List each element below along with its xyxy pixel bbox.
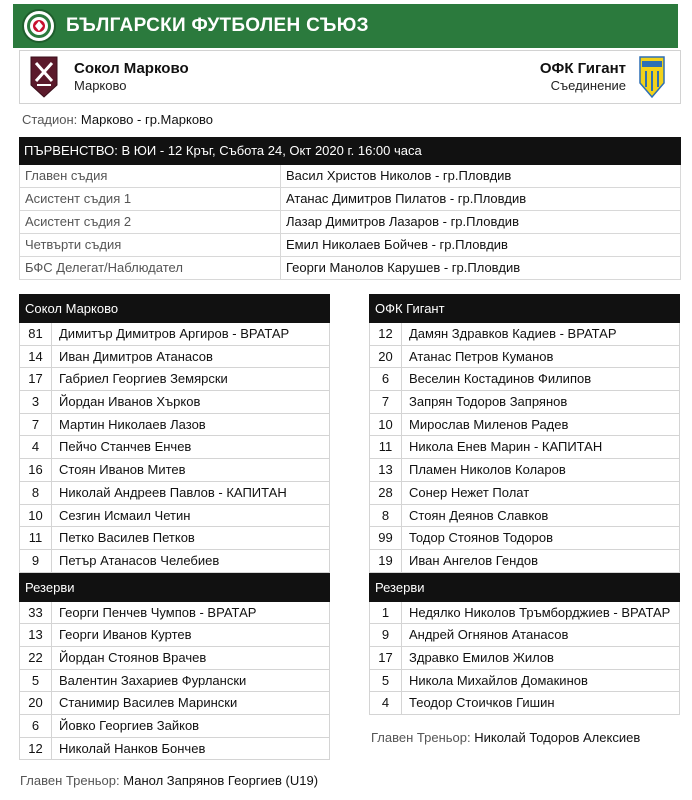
player-name: Недялко Николов Тръмборджиев - ВРАТАР [409,604,671,620]
player-row [369,527,680,550]
player-name: Сонер Нежет Полат [409,484,530,500]
official-person: Атанас Димитров Пилатов - гр.Пловдив [281,188,681,210]
home-coach [20,773,318,788]
away-team-town: Съединение [550,78,626,93]
ofk-gigant-crest-icon [638,55,666,99]
player-name: Йовко Георгиев Зайков [59,718,200,733]
player-number: 20 [370,346,402,368]
official-row [19,211,681,234]
player-number: 81 [20,323,52,345]
player-row [19,414,330,437]
player-number: 9 [370,624,402,646]
player-number: 17 [370,647,402,669]
official-row [19,165,681,188]
player-name: Николай Нанков Бончев [59,740,206,756]
teams-bar [19,50,681,104]
away-team-name[interactable]: ОФК Гигант [539,60,626,77]
home-team [74,60,189,94]
player-number: 9 [20,550,52,572]
official-person: Васил Христов Николов - гр.Пловдив [281,165,681,187]
reserve-row [19,692,330,715]
player-name: Валентин Захариев Фурлански [59,672,247,688]
player-row [19,459,330,482]
player-row [19,550,330,573]
player-row [19,346,330,369]
official-row [19,234,681,257]
player-row [19,527,330,550]
player-name: Тодор Стоянов Тодоров [409,530,553,546]
player-number: 8 [370,505,402,527]
player-name: Никола Енев Марин - КАПИТАН [409,439,603,455]
player-number: 7 [20,414,52,436]
player-name: Габриел Георгиев Земярски [59,371,228,387]
player-row [369,482,680,505]
away-team [540,60,626,94]
player-number: 99 [370,527,402,549]
player-row [369,550,680,573]
player-number: 13 [20,624,52,646]
player-number: 7 [370,391,402,413]
player-number: 12 [370,323,402,345]
player-number: 20 [20,692,52,714]
official-role: Главен съдия [19,165,281,187]
player-number: 22 [20,647,52,669]
coach-name: Николай Тодоров Алексиев [474,730,641,745]
reserve-row [19,715,330,738]
player-number: 17 [20,368,52,390]
coach-name: Манол Запрянов Георгиев (U19) [123,773,319,788]
away-lineup-table [369,294,680,715]
player-name: Мирослав Миленов Радев [409,416,569,432]
player-number: 16 [20,459,52,481]
player-name: Пейчо Станчев Енчев [59,439,192,455]
official-role: БФС Делегат/Наблюдател [19,257,281,279]
player-row [19,436,330,459]
player-row [19,368,330,391]
player-name: Стоян Иванов Митев [59,462,186,478]
player-name: Теодор Стоичков Гишин [409,695,555,711]
player-row [19,391,330,414]
player-name: Никола Михайлов Домакинов [409,672,588,688]
player-number: 19 [370,550,402,572]
bfs-crest-icon [22,9,56,43]
player-name: Веселин Костадинов Филипов [409,371,592,387]
home-team-name[interactable]: Сокол Марково [74,60,189,77]
player-number: 10 [20,505,52,527]
reserve-row [369,647,680,670]
player-name: Запрян Тодоров Запрянов [409,394,568,410]
player-name: Пламен Николов Коларов [409,462,566,478]
player-name: Станимир Василев Марински [59,695,238,711]
sokol-markovo-crest-icon [29,55,59,99]
player-name: Иван Димитров Атанасов [59,348,213,364]
player-name: Иван Ангелов Гендов [409,552,539,568]
player-name: Йордан Стоянов Врачев [59,649,207,665]
reserve-row [369,692,680,715]
coach-label: Главен Треньор: [20,773,120,788]
player-name: Атанас Петров Куманов [409,348,554,364]
player-number: 28 [370,482,402,504]
player-name: Петър Атанасов Челебиев [59,552,220,568]
player-row [369,459,680,482]
player-name: Георги Иванов Куртев [59,627,192,643]
home-lineup-table [19,294,330,760]
player-name: Андрей Огнянов Атанасов [409,627,569,643]
player-number: 11 [20,527,52,549]
player-row [19,482,330,505]
reserve-row [369,670,680,693]
reserve-row [19,738,330,761]
reserve-row [369,602,680,625]
player-number: 14 [20,346,52,368]
reserve-row [369,624,680,647]
player-name: Дамян Здравков Кадиев - ВРАТАР [409,326,617,341]
player-number: 13 [370,459,402,481]
official-person: Емил Николаев Бойчев - гр.Пловдив [281,234,681,256]
player-name: Георги Пенчев Чумпов - ВРАТАР [59,604,257,620]
player-row [369,346,680,369]
player-row [369,505,680,528]
player-row [19,505,330,528]
coach-label: Главен Треньор: [371,730,471,745]
official-role: Четвърти съдия [19,234,281,256]
reserve-row [19,670,330,693]
official-person: Лазар Димитров Лазаров - гр.Пловдив [281,211,681,233]
player-name: Здравко Емилов Жилов [409,649,554,665]
player-number: 5 [20,670,52,692]
stadium-label: Стадион: [22,112,78,127]
federation-title: БЪЛГАРСКИ ФУТБОЛЕН СЪЮЗ [66,15,369,36]
player-name: Стоян Деянов Славков [409,507,549,523]
away-coach [371,730,640,745]
away-reserves-title: Резерви [369,573,680,602]
competition-header: ПЪРВЕНСТВО: В ЮИ - 12 Кръг, Събота 24, Окт 2020 г. 16:00 часа [19,137,681,165]
player-name: Димитър Димитров Аргиров - ВРАТАР [59,326,290,341]
officials-table [19,137,681,280]
player-number: 8 [20,482,52,504]
player-name: Мартин Николаев Лазов [59,416,206,432]
player-row [369,368,680,391]
away-lineup-title: ОФК Гигант [369,294,680,323]
player-number: 1 [370,602,402,624]
player-number: 3 [20,391,52,413]
official-row [19,188,681,211]
home-team-town: Марково [74,78,127,93]
official-role: Асистент съдия 1 [19,188,281,210]
home-lineup-title: Сокол Марково [19,294,330,323]
player-number: 4 [20,436,52,458]
player-number: 5 [370,670,402,692]
player-number: 4 [370,692,402,714]
reserve-row [19,624,330,647]
player-number: 6 [20,715,52,737]
federation-header [13,4,678,48]
stadium-line [22,112,213,127]
player-number: 6 [370,368,402,390]
official-row [19,257,681,280]
official-role: Асистент съдия 2 [19,211,281,233]
player-row [369,436,680,459]
player-name: Сезгин Исмаил Четин [59,507,191,523]
reserve-row [19,647,330,670]
reserve-row [19,602,330,625]
official-person: Георги Манолов Карушев - гр.Пловдив [281,257,681,279]
player-row [369,391,680,414]
player-number: 10 [370,414,402,436]
player-name: Петко Василев Петков [59,530,195,546]
player-number: 12 [20,738,52,760]
player-name: Йордан Иванов Хърков [59,394,201,410]
home-reserves-title: Резерви [19,573,330,602]
player-row [369,323,680,346]
player-row [19,323,330,346]
stadium-value: Марково - гр.Марково [80,112,214,127]
player-row [369,414,680,437]
player-number: 33 [20,602,52,624]
player-name: Николай Андреев Павлов - КАПИТАН [59,484,287,500]
player-number: 11 [370,436,402,458]
